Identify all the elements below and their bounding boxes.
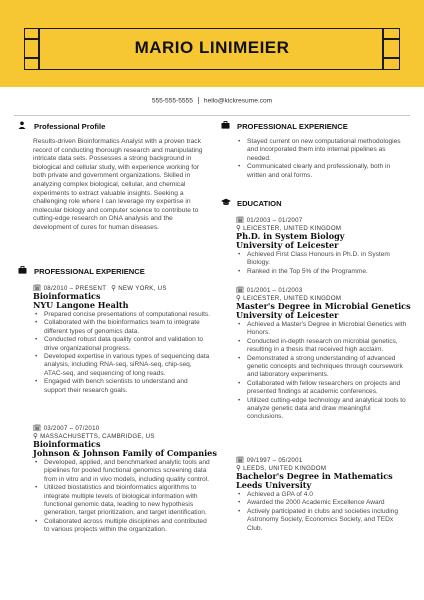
list-item: • Utilized cutting-edge technology and analytical tools to analyze genetic data and draw meaningful conclusions.	[236, 397, 408, 422]
edu-3-bullets	[236, 491, 408, 533]
job-1-location: NEW YORK, US	[118, 285, 167, 292]
job-1-title: Bioinformatics	[33, 291, 101, 301]
experience-continued-label: PROFESSIONAL EXPERIENCE	[237, 121, 348, 131]
edu-1-dates-line	[236, 216, 303, 224]
edu-3-dates-line	[236, 456, 303, 464]
job-2-bullets	[33, 459, 213, 535]
job-1-company: NYU Langone Health	[33, 300, 129, 310]
experience-continued-heading	[221, 121, 348, 131]
calendar-icon: 🗓	[236, 457, 245, 464]
list-item: • Achieved First Class Honours in Ph.D. in System Biology.	[236, 251, 406, 268]
list-item: • Achieved a Master's Degree in Microbial Genetics with Honors.	[236, 321, 408, 338]
edu-1-school: University of Leicester	[236, 240, 339, 250]
list-item: • Developed, applied, and benchmarked analytic tools and pipelines for pooled functional genomics screening data from in vitro and in vivo models, including quality control.	[33, 459, 213, 484]
experience-heading-label: PROFESSIONAL EXPERIENCE	[34, 266, 145, 276]
list-item: • Demonstrated a strong understanding of advanced genetic concepts and techniques through coursework and laboratory experiments.	[236, 355, 408, 380]
contact-divider	[198, 97, 199, 104]
continued-bullets	[236, 138, 406, 180]
top-divider	[14, 115, 410, 116]
edu-1-location: LEICESTER, UNITED KINGDOM	[243, 225, 342, 232]
list-item: • Utilized biostatistics and bioinformatics algorithms to integrate multiple levels of biological information with functional genomic data, leading to new hypothesis generation, target prioritization, and target identification.	[33, 484, 213, 518]
edu-3-school: Leeds University	[236, 480, 312, 490]
job-1-bullets	[33, 311, 211, 395]
calendar-icon: 🗓	[236, 287, 245, 294]
location-pin-icon: ⚲	[236, 295, 242, 302]
person-icon	[18, 121, 28, 131]
edu-3-degree: Bachelor's Degree in Mathematics	[236, 471, 393, 481]
list-item: • Communicated clearly and professionally, both in written and oral forms.	[236, 163, 406, 180]
briefcase-icon	[18, 266, 28, 276]
job-2-company: Johnson & Johnson Family of Companies	[33, 448, 217, 458]
location-pin-icon: ⚲	[111, 285, 117, 292]
phone-text: 555-555-5555	[151, 97, 193, 105]
list-item: • Conducted robust data quality control and validation to drive organizational progress.	[33, 336, 211, 353]
job-2-title: Bioinformatics	[33, 439, 101, 449]
job-2-location: MASSACHUSETTS, CAMBRIDGE, US	[40, 433, 155, 440]
list-item: • Collaborated with fellow researchers on projects and presented findings at academic conferences.	[236, 380, 408, 397]
profile-text: Results-driven Bioinformatics Analyst with a proven track record of conducting thorough research and manipulating intricate data sets. Possesses a strong background in biological and cellular study, with experience working for both private and government organizations. Skilled in analyzing complex biological, cellular, and chemical experiments to extract valuable insights. Seeking a challenging role where I can leverage my expertise in molecular biology and computer science to contribute to cutting-edge research on DNA analysis and the development of cures for human diseases.	[33, 138, 203, 231]
list-item: • Prepared concise presentations of computational results.	[33, 311, 211, 319]
edu-1-degree: Ph.D. in System Biology	[236, 231, 345, 241]
job-2-dates: 03/2007 – 07/2010	[43, 425, 100, 432]
contact-line	[0, 97, 424, 104]
edu-1-bullets	[236, 251, 406, 276]
edu-3-dates: 09/1997 – 05/2001	[246, 457, 303, 464]
calendar-icon: 🗓	[33, 285, 42, 292]
profile-heading-label: Professional Profile	[34, 121, 106, 131]
job-2-meta	[33, 424, 100, 432]
list-item: • Actively participated in clubs and societies including Astronomy Society, Economics Society, and TEDx Club.	[236, 508, 408, 533]
education-heading	[221, 198, 282, 208]
experience-heading	[18, 266, 145, 276]
location-pin-icon: ⚲	[33, 433, 39, 440]
edu-2-bullets	[236, 321, 408, 422]
graduation-cap-icon	[221, 198, 231, 208]
edu-2-dates-line	[236, 286, 303, 294]
list-item: • Collaborated across multiple disciplines and contributed to various projects within the organization.	[33, 518, 213, 535]
list-item: • Engaged with bench scientists to understand and support their research goals.	[33, 378, 211, 395]
edu-2-dates: 01/2001 – 01/2003	[246, 287, 303, 294]
edu-3-location: LEEDS, UNITED KINGDOM	[243, 465, 327, 472]
list-item: • Conducted in-depth research on microbial genetics, resulting in a thesis that received high acclaim.	[236, 338, 408, 355]
briefcase-icon	[221, 121, 231, 131]
list-item: • Ranked in the Top 5% of the Programme.	[236, 268, 406, 276]
education-heading-label: EDUCATION	[237, 198, 282, 208]
job-1-dates: 08/2010 – PRESENT	[43, 285, 107, 292]
list-item: • Stayed current on new computational methodologies and incorporated them into internal pipelines as needed.	[236, 138, 406, 163]
calendar-icon: 🗓	[236, 217, 245, 224]
candidate-name: MARIO LINIMEIER	[134, 38, 290, 57]
edu-2-location: LEICESTER, UNITED KINGDOM	[243, 295, 342, 302]
email-link[interactable]: hello@kickresume.com	[203, 97, 273, 105]
list-item: • Developed expertise in various types of sequencing data analysis, including RNA-seq, siRNA-seq, chip-seq, ATAC-seq, and sequencing of long reads.	[33, 353, 211, 378]
location-pin-icon: ⚲	[236, 465, 242, 472]
location-pin-icon: ⚲	[236, 225, 242, 232]
list-item: • Awarded the 2000 Academic Excellence Award	[236, 499, 408, 507]
list-item: • Collaborated with the bioinformatics team to integrate different types of genomics data.	[33, 319, 211, 336]
edu-1-dates: 01/2003 – 01/2007	[246, 217, 303, 224]
edu-2-school: University of Leicester	[236, 310, 339, 320]
list-item: • Achieved a GPA of 4.0	[236, 491, 408, 499]
calendar-icon: 🗓	[33, 425, 42, 432]
profile-heading	[18, 121, 105, 131]
edu-2-degree: Master's Degree in Microbial Genetics	[236, 301, 411, 311]
